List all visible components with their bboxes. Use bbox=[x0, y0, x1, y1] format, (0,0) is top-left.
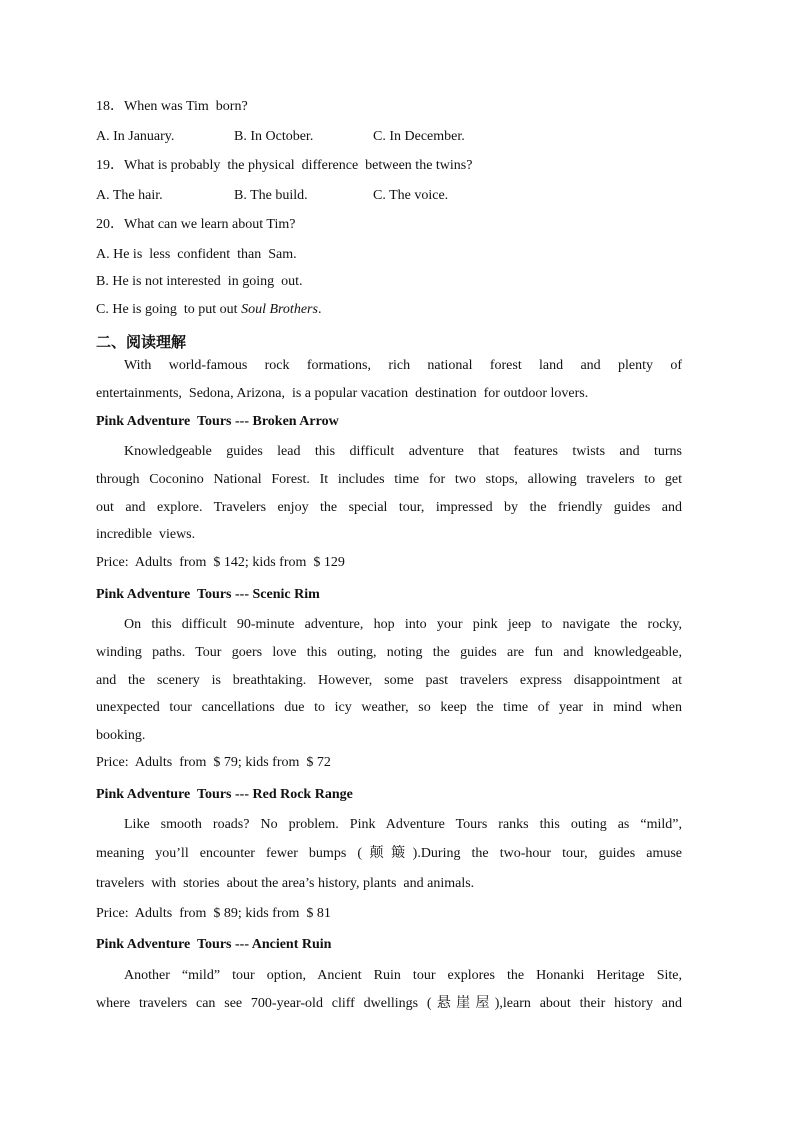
tour-4-line-1: Another “mild” tour option, Ancient Ruin tour explores the Honanki Heritage Site, bbox=[124, 968, 682, 983]
intro-line-2: entertainments, Sedona, Arizona, is a popular vacation destination for outdoor lovers. bbox=[96, 386, 589, 401]
tour-3-line-2: meaning you’ll encounter fewer bumps (颠簸).During the two-hour tour, guides amuse bbox=[96, 846, 682, 861]
question-20-option-b: B. He is not interested in going out. bbox=[96, 274, 303, 289]
question-20-option-c-title: Soul Brothers bbox=[241, 302, 318, 317]
question-20-option-c bbox=[96, 300, 321, 320]
tour-4-line-2: where travelers can see 700-year-old cliff dwellings (悬崖屋),learn about their history and bbox=[96, 996, 682, 1011]
tour-2-line-2: winding paths. Tour goers love this outing, noting the guides are fun and knowledgeable, bbox=[96, 645, 682, 660]
question-20-option-a: A. He is less confident than Sam. bbox=[96, 247, 297, 262]
tour-3-line-1: Like smooth roads? No problem. Pink Adventure Tours ranks this outing as “mild”, bbox=[124, 817, 682, 832]
tour-1-line-1: Knowledgeable guides lead this difficult adventure that features twists and turns bbox=[124, 444, 682, 459]
question-19-option-a: A. The hair. bbox=[96, 188, 163, 203]
tour-2-line-3: and the scenery is breathtaking. However, some past travelers express disappointment at bbox=[96, 673, 682, 688]
question-20-option-c-period: . bbox=[317, 302, 322, 317]
tour-1-line-2: through Coconino National Forest. It includes time for two stops, allowing travelers to get bbox=[96, 472, 682, 487]
section-heading: 二、阅读理解 bbox=[96, 333, 187, 351]
tour-title-scenic-rim: Pink Adventure Tours --- Scenic Rim bbox=[96, 587, 320, 602]
question-20-option-c-text: C. He is going to put out bbox=[96, 302, 242, 317]
tour-1-line-4: incredible views. bbox=[96, 527, 196, 542]
tour-2-price: Price: Adults from $ 79; kids from $ 72 bbox=[96, 755, 331, 770]
tour-3-price: Price: Adults from $ 89; kids from $ 81 bbox=[96, 906, 331, 921]
question-18-stem: 18．When was Tim born? bbox=[96, 99, 248, 114]
question-20-stem: 20．What can we learn about Tim? bbox=[96, 217, 296, 232]
tour-2-line-4: unexpected tour cancellations due to icy weather, so keep the time of year in mind when bbox=[96, 700, 682, 715]
question-19-option-b: B. The build. bbox=[234, 188, 308, 203]
question-19-option-c: C. The voice. bbox=[373, 188, 449, 203]
question-19-stem: 19．What is probably the physical difference between the twins? bbox=[96, 158, 473, 173]
tour-title-ancient-ruin: Pink Adventure Tours --- Ancient Ruin bbox=[96, 937, 332, 952]
question-18-option-c: C. In December. bbox=[373, 129, 465, 144]
tour-2-line-5: booking. bbox=[96, 728, 146, 743]
question-18-option-a: A. In January. bbox=[96, 129, 175, 144]
tour-2-line-1: On this difficult 90-minute adventure, hop into your pink jeep to navigate the rocky, bbox=[124, 617, 682, 632]
tour-1-price: Price: Adults from $ 142; kids from $ 129 bbox=[96, 555, 345, 570]
tour-1-line-3: out and explore. Travelers enjoy the special tour, impressed by the friendly guides and bbox=[96, 500, 682, 515]
intro-line-1: With world-famous rock formations, rich national forest land and plenty of bbox=[124, 358, 682, 373]
tour-title-red-rock-range: Pink Adventure Tours --- Red Rock Range bbox=[96, 787, 353, 802]
tour-title-broken-arrow: Pink Adventure Tours --- Broken Arrow bbox=[96, 414, 339, 429]
tour-3-line-3: travelers with stories about the area’s history, plants and animals. bbox=[96, 876, 475, 891]
question-18-option-b: B. In October. bbox=[234, 129, 314, 144]
